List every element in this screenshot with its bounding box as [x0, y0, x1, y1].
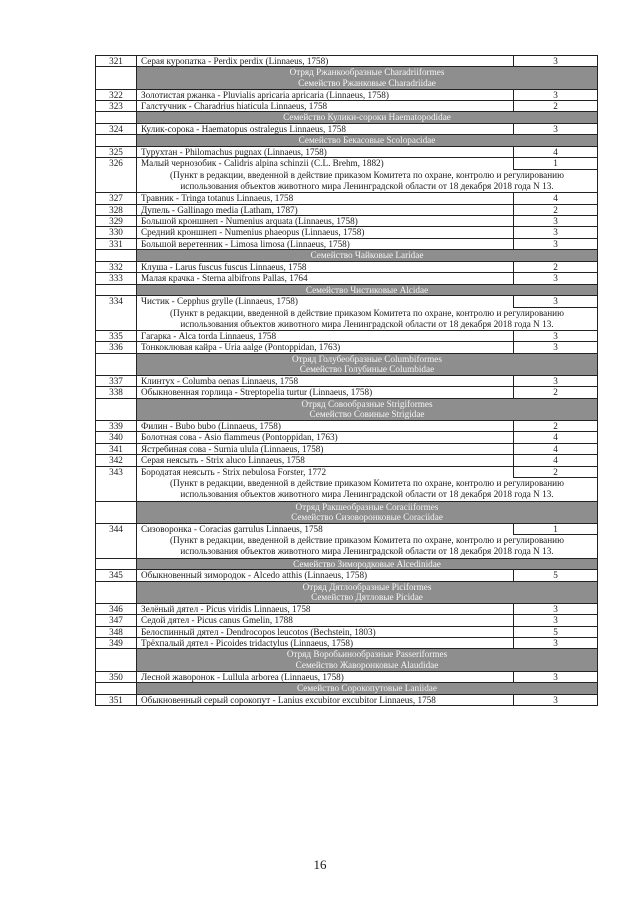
species-number: 344 — [96, 523, 137, 558]
species-number: 325 — [96, 147, 137, 158]
species-row — [96, 570, 598, 581]
family-name: Семейство Сизоворонковые Coraciidae — [291, 512, 443, 523]
species-number: 334 — [96, 296, 137, 331]
header-number-cell — [96, 501, 137, 523]
rarity-category: 4 — [514, 432, 598, 443]
taxon-header — [137, 649, 598, 671]
amendment-note: (Пункт в редакции, введенной в действие приказом Комитета по охране, контролю и регулированию использования объектов животного мира Ленинградской области от 18 декабря 2018 года N 13. — [137, 307, 598, 330]
species-name: Седой дятел - Picus canus Gmelin, 1788 — [137, 615, 514, 626]
rarity-category: 5 — [514, 626, 598, 637]
species-number: 336 — [96, 342, 137, 353]
species-name: Малая крачка - Sterna albifrons Pallas, 1764 — [137, 273, 514, 284]
taxon-header — [137, 67, 598, 89]
order-name: Отряд Дятлообразные Piciformes — [302, 581, 432, 592]
taxon-header — [137, 353, 598, 375]
species-row — [96, 331, 598, 342]
rarity-category: 3 — [514, 376, 598, 387]
species-number: 322 — [96, 89, 137, 100]
species-number: 330 — [96, 227, 137, 238]
species-number: 324 — [96, 124, 137, 135]
species-number: 326 — [96, 158, 137, 193]
rarity-category: 3 — [514, 56, 598, 67]
taxon-header-row — [96, 353, 598, 375]
family-name: Семейство Чайковые Laridae — [310, 250, 424, 261]
species-table — [95, 55, 598, 706]
header-number-cell — [96, 353, 137, 375]
family-name: Семейство Жаворонковые Alaudidae — [295, 659, 439, 670]
family-name: Семейство Совиные Strigidae — [309, 409, 425, 420]
family-name: Семейство Сорокопутовые Laniidae — [297, 682, 437, 693]
header-number-cell — [96, 581, 137, 603]
header-number-cell — [96, 398, 137, 420]
species-row — [96, 342, 598, 353]
order-name: Отряд Ракшеобразные Coraciiformes — [295, 501, 439, 512]
taxon-header — [137, 112, 598, 124]
species-name: Ястребиная сова - Surnia ulula (Linnaeus, 1758) — [137, 443, 514, 454]
rarity-category: 4 — [514, 193, 598, 204]
species-number: 329 — [96, 216, 137, 227]
species-name: Тонкоклювая кайра - Uria aalge (Pontoppidan, 1763) — [137, 342, 514, 353]
header-number-cell — [96, 558, 137, 570]
taxon-header-row — [96, 558, 598, 570]
species-number: 342 — [96, 455, 137, 466]
rarity-category: 1 — [514, 523, 598, 534]
species-name: Бородатая неясыть - Strix nebulosa Forster, 1772 — [137, 466, 514, 477]
family-name: Семейство Ржанковые Charadriidae — [298, 78, 436, 88]
amendment-note-row — [96, 535, 598, 558]
species-name: Турухтан - Philomachus pugnax (Linnaeus, 1758) — [137, 147, 514, 158]
species-row — [96, 204, 598, 215]
species-name: Обыкновенный серый сорокопут - Lanius excubitor excubitor Linnaeus, 1758 — [137, 694, 514, 705]
header-number-cell — [96, 112, 137, 124]
rarity-category: 3 — [514, 603, 598, 614]
taxon-header — [137, 558, 598, 570]
species-row — [96, 89, 598, 100]
header-number-cell — [96, 284, 137, 296]
family-name: Семейство Бекасовые Scolopacidae — [298, 135, 436, 146]
amendment-note: (Пункт в редакции, введенной в действие приказом Комитета по охране, контролю и регулированию использования объектов животного мира Ленинградской области от 18 декабря 2018 года N 13. — [137, 535, 598, 558]
species-name: Клуша - Larus fuscus fuscus Linnaeus, 1758 — [137, 261, 514, 272]
order-name: Отряд Голубеобразные Columbiformes — [292, 353, 442, 364]
header-number-cell — [96, 682, 137, 694]
rarity-category: 3 — [514, 637, 598, 648]
family-name: Семейство Дятловые Picidae — [311, 592, 423, 603]
species-name: Чистик - Cepphus grylle (Linnaeus, 1758) — [137, 296, 514, 307]
species-number: 328 — [96, 204, 137, 215]
taxon-header-row — [96, 67, 598, 89]
species-row — [96, 273, 598, 284]
rarity-category: 2 — [514, 261, 598, 272]
taxon-header — [137, 398, 598, 420]
taxon-header-row — [96, 284, 598, 296]
rarity-category: 4 — [514, 147, 598, 158]
species-name: Обыкновенная горлица - Streptopelia turtur (Linnaeus, 1758) — [137, 387, 514, 398]
species-name: Филин - Bubo bubo (Linnaeus, 1758) — [137, 421, 514, 432]
species-number: 337 — [96, 376, 137, 387]
rarity-category: 3 — [514, 216, 598, 227]
species-name: Обыкновенный зимородок - Alcedo atthis (Linnaeus, 1758) — [137, 570, 514, 581]
species-number: 351 — [96, 694, 137, 705]
rarity-category: 2 — [514, 466, 598, 477]
taxon-header — [137, 250, 598, 262]
species-name: Средний кроншнеп - Numenius phaeopus (Linnaeus, 1758) — [137, 227, 514, 238]
order-name: Отряд Воробьинообразные Passeriformes — [286, 649, 448, 660]
species-row — [96, 238, 598, 249]
species-row — [96, 124, 598, 135]
rarity-category: 3 — [514, 331, 598, 342]
taxon-header-row — [96, 581, 598, 603]
species-row — [96, 615, 598, 626]
species-row — [96, 261, 598, 272]
rarity-category: 3 — [514, 124, 598, 135]
species-name: Серая неясыть - Strix aluco Linnaeus, 1758 — [137, 455, 514, 466]
rarity-category: 3 — [514, 238, 598, 249]
species-number: 321 — [96, 56, 137, 67]
species-row — [96, 147, 598, 158]
family-name: Семейство Зимородковые Alcedinidae — [293, 558, 441, 569]
species-row — [96, 637, 598, 648]
species-row — [96, 671, 598, 682]
species-row — [96, 466, 598, 477]
species-row — [96, 694, 598, 705]
species-number: 323 — [96, 101, 137, 112]
taxon-header-row — [96, 501, 598, 523]
species-name: Малый чернозобик - Calidris alpina schinzii (C.L. Brehm, 1882) — [137, 158, 514, 169]
species-table-body — [96, 56, 598, 706]
species-name: Дупель - Gallinago media (Latham, 1787) — [137, 204, 514, 215]
rarity-category: 3 — [514, 342, 598, 353]
species-number: 327 — [96, 193, 137, 204]
species-row — [96, 101, 598, 112]
amendment-note: (Пункт в редакции, введенной в действие приказом Комитета по охране, контролю и регулированию использования объектов животного мира Ленинградской области от 18 декабря 2018 года N 13. — [137, 478, 598, 501]
page-number: 16 — [313, 857, 327, 872]
taxon-header-row — [96, 135, 598, 147]
species-name: Золотистая ржанка - Pluvialis apricaria apricaria (Linnaeus, 1758) — [137, 89, 514, 100]
species-name: Серая куропатка - Perdix perdix (Linnaeus, 1758) — [137, 56, 514, 67]
taxon-header — [137, 135, 598, 147]
rarity-category: 3 — [514, 273, 598, 284]
species-name: Кулик-сорока - Haematopus ostralegus Linnaeus, 1758 — [137, 124, 514, 135]
species-number: 347 — [96, 615, 137, 626]
species-name: Сизоворонка - Coracias garrulus Linnaeus, 1758 — [137, 523, 514, 534]
rarity-category: 3 — [514, 296, 598, 307]
species-name: Галстучник - Charadrius hiaticula Linnaeus, 1758 — [137, 101, 514, 112]
rarity-category: 3 — [514, 89, 598, 100]
species-name: Травник - Tringa totanus Linnaeus, 1758 — [137, 193, 514, 204]
species-number: 343 — [96, 466, 137, 501]
species-row — [96, 387, 598, 398]
taxon-header — [137, 284, 598, 296]
species-number: 333 — [96, 273, 137, 284]
species-row — [96, 523, 598, 534]
taxon-header — [137, 682, 598, 694]
species-number: 349 — [96, 637, 137, 648]
header-number-cell — [96, 135, 137, 147]
species-row — [96, 193, 598, 204]
order-name: Отряд Совообразные Strigiformes — [301, 398, 433, 409]
species-name: Большой веретенник - Limosa limosa (Linnaeus, 1758) — [137, 238, 514, 249]
family-name: Семейство Кулики-сороки Haematopodidae — [283, 112, 451, 123]
species-number: 339 — [96, 421, 137, 432]
species-number: 348 — [96, 626, 137, 637]
species-row — [96, 421, 598, 432]
species-number: 338 — [96, 387, 137, 398]
species-row — [96, 56, 598, 67]
species-name: Зелёный дятел - Picus viridis Linnaeus, 1758 — [137, 603, 514, 614]
rarity-category: 3 — [514, 227, 598, 238]
taxon-header-row — [96, 398, 598, 420]
amendment-note-row — [96, 307, 598, 330]
rarity-category: 3 — [514, 615, 598, 626]
rarity-category: 2 — [514, 204, 598, 215]
species-number: 332 — [96, 261, 137, 272]
rarity-category: 4 — [514, 455, 598, 466]
species-name: Болотная сова - Asio flammeus (Pontoppidan, 1763) — [137, 432, 514, 443]
amendment-note-row — [96, 478, 598, 501]
amendment-note: (Пункт в редакции, введенной в действие приказом Комитета по охране, контролю и регулированию использования объектов животного мира Ленинградской области от 18 декабря 2018 года N 13. — [137, 169, 598, 192]
species-row — [96, 216, 598, 227]
species-row — [96, 227, 598, 238]
species-number: 350 — [96, 671, 137, 682]
family-name: Семейство Голубиные Columbidae — [299, 364, 435, 375]
species-number: 335 — [96, 331, 137, 342]
header-number-cell — [96, 649, 137, 671]
species-row — [96, 603, 598, 614]
species-name: Белоспинный дятел - Dendrocopos leucotos (Bechstein, 1803) — [137, 626, 514, 637]
species-row — [96, 376, 598, 387]
species-name: Гагарка - Alca torda Linnaeus, 1758 — [137, 331, 514, 342]
taxon-header — [137, 501, 598, 523]
species-row — [96, 626, 598, 637]
amendment-note-row — [96, 169, 598, 192]
rarity-category: 3 — [514, 671, 598, 682]
species-row — [96, 432, 598, 443]
rarity-category: 4 — [514, 443, 598, 454]
species-row — [96, 455, 598, 466]
species-name: Лесной жаворонок - Lullula arborea (Linnaeus, 1758) — [137, 671, 514, 682]
rarity-category: 2 — [514, 421, 598, 432]
rarity-category: 5 — [514, 570, 598, 581]
species-number: 345 — [96, 570, 137, 581]
species-name: Трёхпалый дятел - Picoides tridactylus (Linnaeus, 1758) — [137, 637, 514, 648]
header-number-cell — [96, 250, 137, 262]
species-row — [96, 158, 598, 169]
taxon-header-row — [96, 250, 598, 262]
species-row — [96, 296, 598, 307]
taxon-header-row — [96, 649, 598, 671]
rarity-category: 2 — [514, 101, 598, 112]
species-number: 340 — [96, 432, 137, 443]
taxon-header-row — [96, 682, 598, 694]
rarity-category: 2 — [514, 387, 598, 398]
species-number: 346 — [96, 603, 137, 614]
species-name: Клинтух - Columba oenas Linnaeus, 1758 — [137, 376, 514, 387]
species-name: Большой кроншнеп - Numenius arquata (Linnaeus, 1758) — [137, 216, 514, 227]
species-row — [96, 443, 598, 454]
order-name: Отряд Ржанкообразные Charadriiformes — [289, 67, 445, 78]
rarity-category: 3 — [514, 694, 598, 705]
species-number: 341 — [96, 443, 137, 454]
header-number-cell — [96, 67, 137, 89]
taxon-header-row — [96, 112, 598, 124]
rarity-category: 1 — [514, 158, 598, 169]
taxon-header — [137, 581, 598, 603]
family-name: Семейство Чистиковые Alcidae — [305, 284, 429, 295]
species-number: 331 — [96, 238, 137, 249]
